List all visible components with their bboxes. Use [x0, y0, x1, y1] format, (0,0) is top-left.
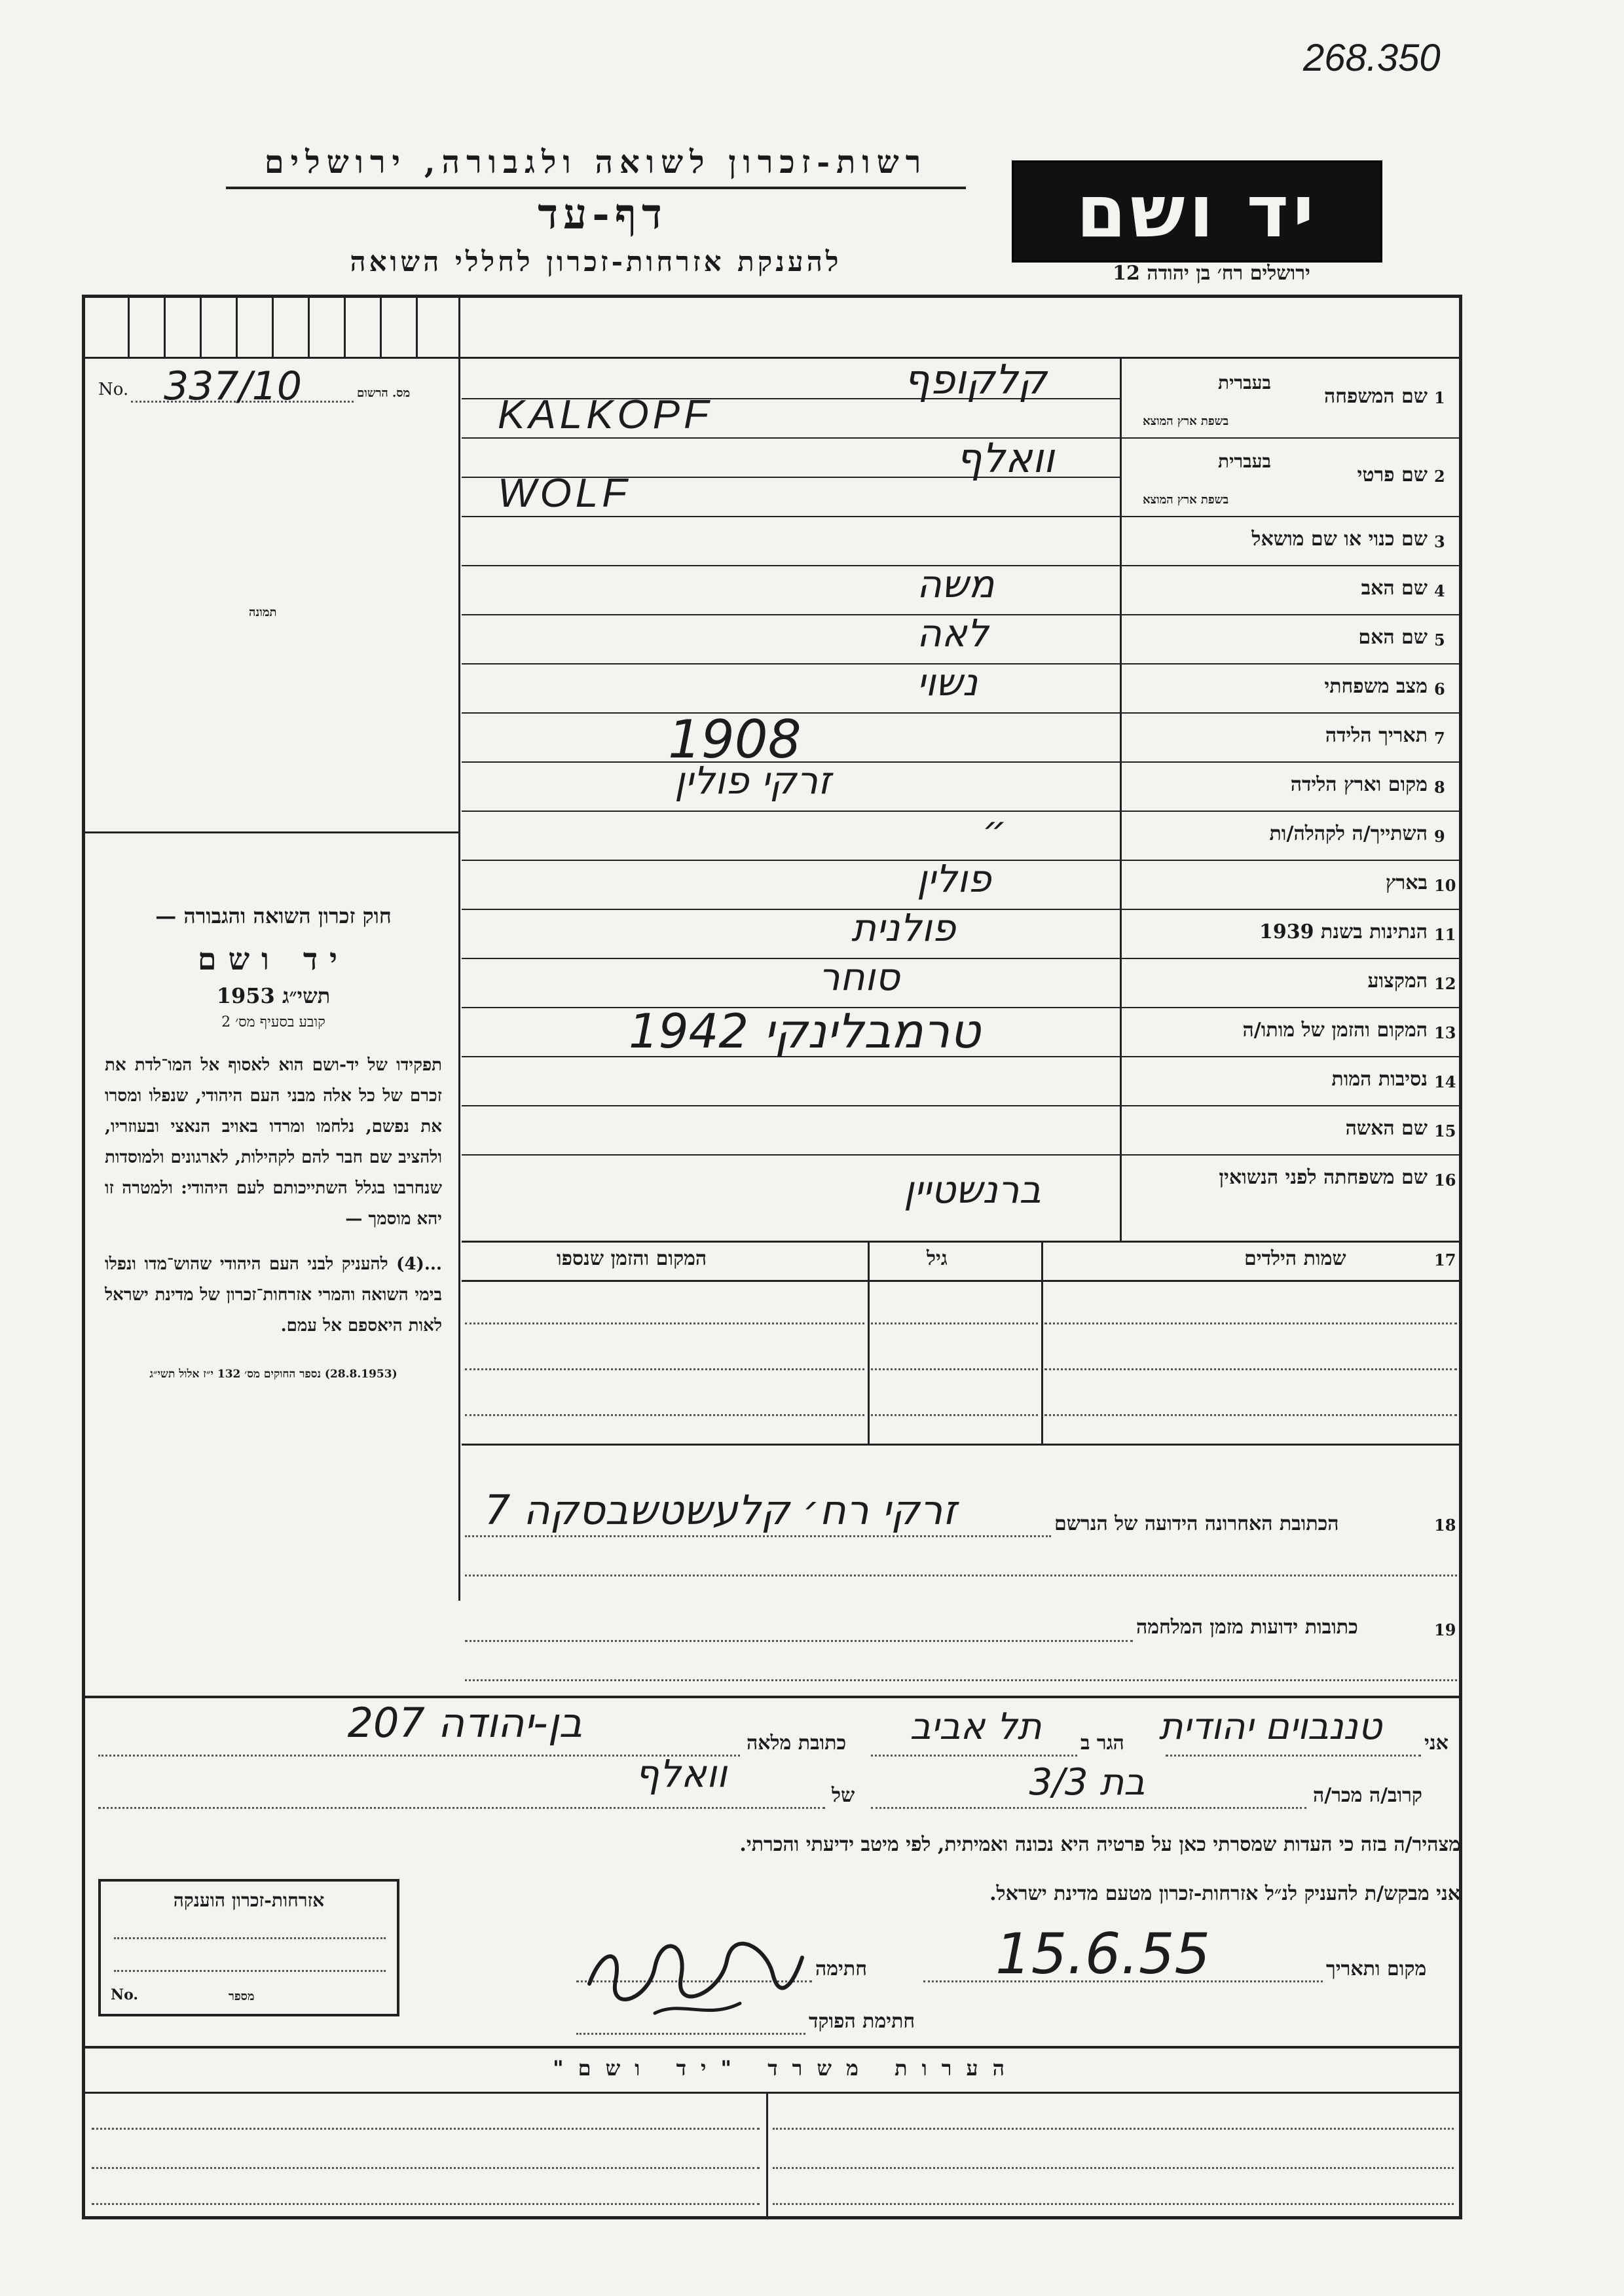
field-16-number: 16: [1434, 1171, 1456, 1190]
field-19-label: כתובות ידועות מזמן המלחמה: [1136, 1616, 1358, 1639]
law-reference: (28.8.1953) נספר החוקים מס׳ 132 י״ז אלול תשי״ג: [149, 1368, 397, 1381]
law-text-1: תפקידו של יד-ושם הוא לאסוף אל המו־לדת את זכרם של כל אלה מבני העם היהודי, שנפלו ומסרו את נפשם, נלחמו ומרדו באויב הנאצי ובעוזריו, ולהציב שם חבר להם לקהילות, לארגונים ולמוסדות שנחרבו בגלל השתייכותם לעם היהודי: ולמטרה זו יהא מוסמך —: [105, 1055, 442, 1229]
reg-number-value: 337/10: [164, 363, 303, 409]
declarant-city-value: תל אביב: [910, 1705, 1042, 1748]
field-11-number: 11: [1434, 925, 1456, 944]
field-4-label: שם האב: [1361, 577, 1428, 600]
field-6-number: 6: [1434, 680, 1445, 699]
field-2-value-origin: WOLF: [498, 471, 631, 516]
field-3-number: 3: [1434, 532, 1445, 551]
field-11-label: הנתינות בשנת 1939: [1259, 920, 1428, 943]
field-10-label: בארץ: [1385, 871, 1428, 894]
logo-address: ירושלים רח׳ בן יהודה 12: [1113, 262, 1310, 285]
field-2-number: 2: [1434, 467, 1445, 486]
field-1-value-origin: KALKOPF: [498, 392, 712, 437]
decl-statement-1: מצהיר/ה בזה כי העדות שמסרתי כאן על פרטיה היא נכונה ואמיתית, לפי מיטב ידיעתי והכרתי.: [739, 1833, 1460, 1856]
field-8-number: 8: [1434, 778, 1445, 797]
decl-official-signature: חתימת הפוקד: [809, 2010, 915, 2033]
stamp-box-title: אזרחות-זכרון הוענקה: [173, 1889, 325, 1911]
field-14-label: נסיבות המות: [1331, 1068, 1428, 1091]
field-2-label: שם פרטי: [1357, 464, 1428, 486]
field-9-value: ״: [982, 807, 1007, 852]
relation-of-value: וואלף: [635, 1751, 728, 1796]
field-3-label: שם כנוי או שם מושאל: [1251, 528, 1428, 551]
declarant-name-value: טננבוים יהודית: [1158, 1705, 1382, 1748]
photo-label: תמונה: [249, 606, 277, 619]
field-10-number: 10: [1434, 876, 1456, 895]
field-2-sub-hebrew: בעברית: [1218, 450, 1272, 472]
yad-vashem-logo: יד ושם: [1012, 160, 1382, 263]
law-text-2: ...(4) להעניק לבני העם היהודי שהוש־מדו ונפלו בימי השואה והמרי אזרחות־זכרון של מדינת ישראל לאות היאספם אל עמם.: [105, 1254, 442, 1336]
citizenship-stamp-box: [98, 1879, 399, 2016]
field-8-label: מקום וארץ הלידה: [1290, 773, 1428, 796]
field-7-label: תאריך הלידה: [1325, 724, 1428, 747]
decl-full-address: כתובת מלאה: [747, 1732, 847, 1755]
children-age-header: גיל: [927, 1247, 948, 1270]
field-16-value: ברנשטיין: [904, 1167, 1041, 1212]
field-15-label: שם האשה: [1345, 1117, 1428, 1140]
field-1-sub-hebrew: בעברית: [1218, 372, 1272, 393]
children-names-header: שמות הילדים: [1244, 1247, 1346, 1270]
field-8-value: זרקי פולין: [674, 758, 832, 803]
decl-place-date: מקום ותאריך: [1326, 1958, 1427, 1980]
law-sidebar: [105, 903, 442, 1381]
reg-no-label: No.: [98, 380, 129, 399]
field-5-label: שם האם: [1358, 626, 1428, 649]
field-4-number: 4: [1434, 581, 1445, 600]
decl-lives-in: הגר ב: [1080, 1732, 1124, 1755]
field-1-sub-origin: בשפת ארץ המוצא: [1143, 414, 1229, 428]
field-13-number: 13: [1434, 1023, 1456, 1042]
law-section: קובע בסעיף מס׳ 2: [221, 1014, 325, 1030]
decl-of: של: [832, 1784, 855, 1807]
field-15-number: 15: [1434, 1121, 1456, 1140]
field-11-value: פולנית: [851, 905, 956, 950]
field-12-label: המקצוע: [1367, 970, 1428, 993]
field-14-number: 14: [1434, 1072, 1456, 1091]
archive-number: 268.350: [1303, 37, 1441, 79]
children-place-header: המקום והזמן שנספו: [557, 1247, 707, 1270]
date-value: 15.6.55: [995, 1922, 1211, 1987]
field-12-number: 12: [1434, 974, 1456, 993]
authority-title: רשות-זכרון לשואה ולגבורה, ירושלים: [264, 144, 928, 181]
remarks-title: הערות משרד "יד ושם": [552, 2056, 1020, 2081]
field-18-value: זרקי רח׳ קלעשטשבסקה 7: [485, 1486, 957, 1534]
law-year: תשי״ג 1953: [216, 983, 331, 1008]
field-17-number: 17: [1434, 1250, 1456, 1269]
field-9-label: השתייך/ה לקהלה/ות: [1269, 822, 1428, 845]
field-1-value-hebrew: קלקופף: [904, 355, 1047, 403]
field-18-label: הכתובת האחרונה הידועה של הנרשם: [1054, 1512, 1339, 1535]
field-7-value: 1908: [668, 709, 802, 770]
decl-signature: חתימה: [815, 1958, 867, 1980]
field-4-value: משה: [917, 562, 995, 606]
field-19-number: 19: [1434, 1620, 1456, 1639]
stamp-no-label: No.: [111, 1986, 139, 2003]
field-9-number: 9: [1434, 827, 1445, 846]
field-13-label: המקום והזמן של מותו/ה: [1242, 1019, 1428, 1042]
law-title: חוק זכרון השואה והגבורה —: [155, 903, 392, 928]
field-7-number: 7: [1434, 729, 1445, 748]
field-6-value: נשוי: [917, 660, 978, 704]
field-5-number: 5: [1434, 630, 1445, 649]
form-title: דף-עד: [538, 190, 667, 239]
law-name: יד ושם: [197, 941, 350, 977]
field-2-value-hebrew: וואלף: [956, 434, 1055, 482]
field-1-number: 1: [1434, 388, 1445, 407]
relation-value: בת 3/3: [1029, 1761, 1145, 1804]
field-12-value: סוחר: [819, 955, 900, 999]
decl-statement-2: אני מבקש/ת להעניק לנ״ל אזרחות-זכרון מטעם מדינת ישראל.: [989, 1882, 1460, 1905]
field-5-value: לאה: [917, 611, 989, 655]
declarant-address-value: בן-יהודה 207: [347, 1699, 583, 1747]
decl-ani: אני: [1424, 1732, 1449, 1755]
declarant-signature: [576, 1922, 812, 2026]
field-10-value: פולין: [917, 856, 991, 901]
field-18-number: 18: [1434, 1516, 1456, 1535]
form-subtitle: להענקת אזרחות-זכרון לחללי השואה: [350, 246, 842, 278]
field-1-label: שם המשפחה: [1323, 385, 1428, 408]
reg-number-label: מס. הרשום: [357, 386, 411, 400]
field-2-sub-origin: בשפת ארץ המוצא: [1143, 493, 1229, 507]
field-16-label: שם משפחתה לפני הנשואין: [1219, 1166, 1428, 1189]
stamp-number-label: מספר: [229, 1990, 255, 2003]
decl-relative: קרוב/ה מכר/ה: [1313, 1784, 1422, 1807]
field-13-value: טרמבלינקי 1942: [629, 1004, 981, 1059]
field-6-label: מצב משפחתי: [1324, 675, 1428, 698]
